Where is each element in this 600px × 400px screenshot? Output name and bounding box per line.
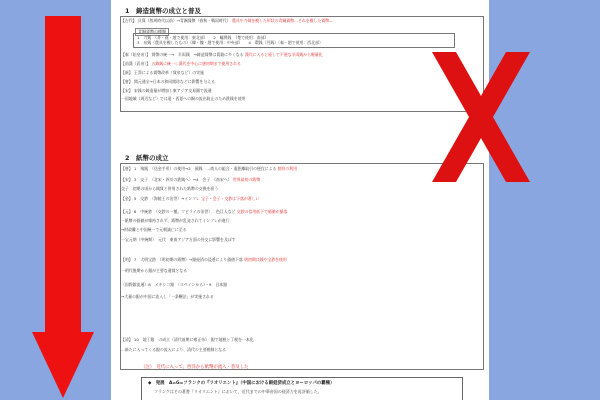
s1-row-1-red: 農具や刀剣を模した形状の青銅貨幣…それを模した貨幣— [231, 18, 333, 23]
s1-row2-1-red: 漢代に入ると廃して不便な半両銭から軽量化 [244, 52, 323, 57]
s1-row2-2-label: 【前漢（武帝）】 [121, 61, 151, 66]
s1-row2-2 [121, 61, 483, 66]
s1-row-1-label: 【古代】 [121, 18, 137, 23]
s2-row-2-text: 3 交子 （北宋・四川の鉄銭へ）→4 会子 （南宋へ） [133, 177, 232, 182]
s2-row-9-red: 明初期は銭や宝鈔を使用 [244, 257, 287, 262]
s2-row-5-label: 【元】 [121, 209, 133, 214]
s2-row-11: （国際銀流通）8 メキシコ銀 （スペインから）・9 日本銀 [121, 282, 228, 287]
s2-row-5 [121, 209, 483, 214]
s2-row-12: →大量の銀が中国に流入し「一条鞭法」が実施される [121, 294, 214, 299]
s2-row-1-label: 【唐】 [121, 166, 133, 171]
s2-row-9-label: 【明】 [121, 257, 133, 262]
coin-row-2: 3 布銭（農具を模したもの）（韓・魏・趙で使用：中央部） 4 環銭（円銭）（秦・趙で使用：西北部） [137, 40, 323, 45]
s2-row-7: →財政難と中国統一で元朝滅亡に至る [121, 227, 187, 232]
s2-row-2-label: 【宋】 [121, 177, 133, 182]
s1-row2-4-label: 【唐】 [121, 79, 133, 84]
coin-types-label: 青銅貨幣の種類 [135, 28, 169, 36]
s2-row-10: 一明代後期から銀が主要な通貨となる [121, 268, 188, 273]
development-box [141, 377, 463, 400]
s2-row-3: 交子 初期の頃から銭貨と併用された紙幣の交換を担う [121, 186, 219, 191]
s1-row2-6: 一国地域（周辺など）では遠・西夏への銅の流出防止のため鉄銭を使用 [121, 96, 246, 101]
document-page [111, 0, 489, 400]
s2-row-6: 一紙幣の価値が維持されず、紙幣が乱発されてインフレが進行 [121, 218, 230, 223]
s2-row-1 [121, 166, 483, 171]
coin-row-1: 1 刀銭 （斉・燕・趙で使用：東北部） 2 蟻鼻銭 （楚で使用：南部） [137, 35, 269, 40]
s1-row2-5-text: 宋銭の鋳造量が増加し東アジア交易圏で流通 [133, 88, 212, 93]
s2-row-9-text: 7 大明宝鈔 （明初期の紙幣）→銀経済の浸透により価値下落 [133, 257, 243, 262]
s1-row2-4-text: 開元通宝→日本の和同開珎などに影響を与える [133, 79, 215, 84]
s1-row2-1-label: 【秦（始皇帝）】 [121, 52, 151, 57]
s2-row-2 [121, 177, 483, 182]
s1-row2-4 [121, 79, 483, 84]
section-1-title: 1 鋳造貨幣の成立と普及 [125, 7, 202, 15]
s2-row-4-label: 【金】 [121, 196, 133, 201]
s2-row-8: 一宝元期（中統期） 元代 東南アジア方面の外交に影響を及ぼす [121, 237, 236, 242]
s1-row2-5 [121, 88, 483, 93]
s2-row-13 [121, 337, 483, 342]
s2-row-13-label: 【清】 [121, 337, 133, 342]
s1-row2-1 [121, 52, 483, 57]
s2-row-1-red: 割符の利用 [277, 166, 298, 171]
section-2-note: （注） 近代に入って、西洋から紙幣が流入・普及した [141, 365, 249, 370]
s2-row-4 [121, 196, 483, 201]
s2-row-1-text: 1 飛銭 （送金手形）の使用→2 預銭 …商人の組合・遠距離取引の便宜による [133, 166, 277, 171]
s2-row-4-red: 宝子・会子・交鈔は下落が著しい [201, 196, 260, 201]
s2-row-13-text: 10 地丁銀 の成立（清代前期に雍正帝） 銀で地税と丁税を一本化 [133, 337, 254, 342]
s2-row-5-red: 交鈔の信用低下で価値が暴落 [236, 209, 288, 214]
s1-row-1-text: 貝貨（殷周時代以前）→青銅貨幣（春秋・戦国時代） [137, 18, 231, 23]
s2-row-5-text: 6 中統鈔 （交鈔の一種。フビライの治世）：色目人など [133, 209, 236, 214]
s1-row2-3-label: 【新】 [121, 70, 133, 75]
development-body: フランクはその著書『リオリエント』において、近代までの中華帝国の経済力を再評価した。 [154, 389, 322, 394]
development-title: ◆ 発展 A=G=フランクの『リオリエント』（中国における銀経済成立とヨーロッパの覇権） [148, 381, 335, 386]
s1-row2-3 [121, 70, 483, 75]
s2-row-9 [121, 257, 483, 262]
s2-row-2-red: 世界最初の紙幣 [232, 177, 261, 182]
s1-row2-2-red: 五銖銭に統一し漢代を中心に唐初期まで使用される [151, 61, 241, 66]
down-arrow-icon [32, 16, 94, 398]
s1-row2-3-text: 王莽による貨幣改革（貨泉など）の実施 [133, 70, 204, 75]
s2-row-14: …新たに入ってくる銀の流入により、清代の主要税制となる [121, 347, 227, 352]
s2-row-4-text: 5 交鈔 （海陵王の治世）→インフレ [133, 196, 200, 201]
s1-row2-1-text: 貨幣の統一→ 半両銭 →鋳造貨幣は貫穀に多くなる [151, 52, 244, 57]
s1-row-1 [121, 18, 483, 23]
s1-row2-5-label: 【宋】 [121, 88, 133, 93]
section-2-title: 2 紙幣の成立 [125, 154, 169, 162]
